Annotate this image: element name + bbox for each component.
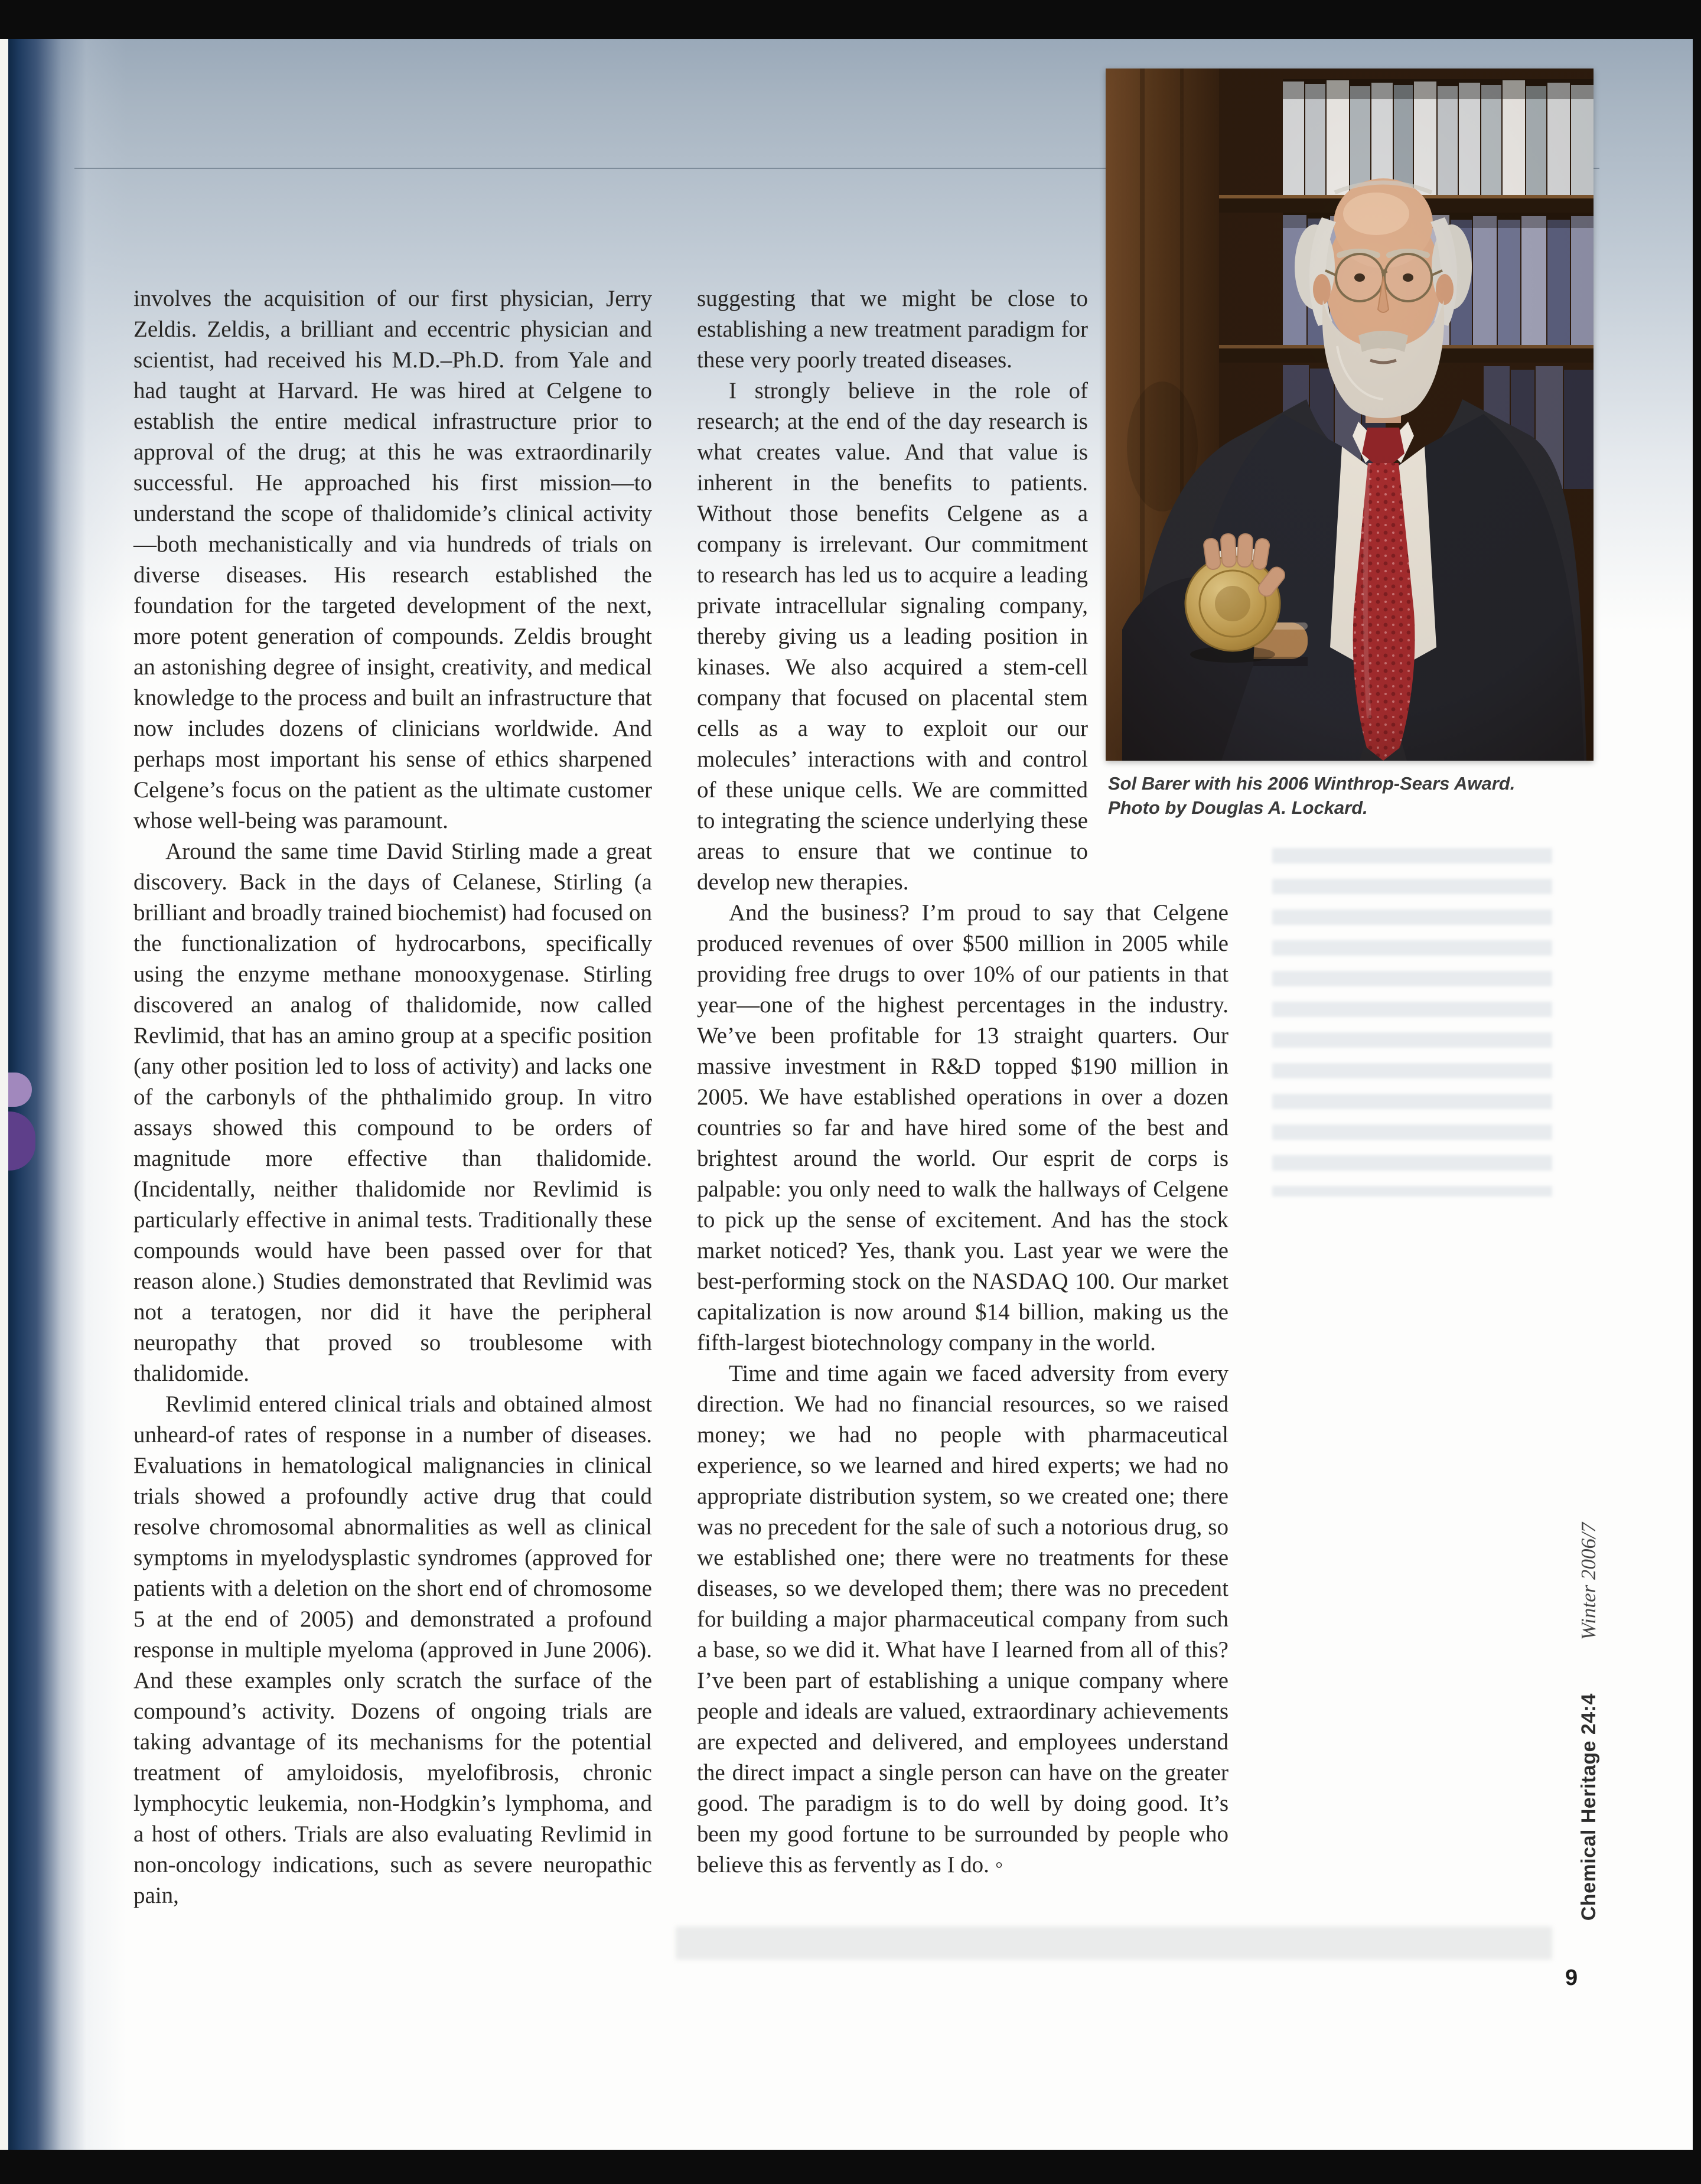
- journal-issue: Winter 2006/7: [1577, 1522, 1600, 1641]
- article-paragraph: And the business? I’m proud to say that Celgene produced revenues of over $500 million in 2005 while providing free drugs to over 10% of our patients in that year—one of the highest percentages in the industry. We’ve been profitable for 13 straight quarters. Our massive investment in R&D topped $190 million in 2005. We have established operations in over a dozen countries so far and have hired some of the best and brightest around the world. Our esprit de corps is palpable: you only need to walk the hallways of Celgene to pick up the sense of excitement. And has the stock market noticed? Yes, thank you. Last year we were the best-performing stock on the NASDAQ 100. Our market capitalization is now around $14 billion, making us the fifth-largest biotechnology company in the world.: [697, 900, 1228, 1355]
- article-paragraph: suggesting that we might be close to establishing a new treatment paradigm for these very poorly treated diseases.: [697, 286, 1088, 373]
- article-paragraph: involves the acquisition of our first physician, Jerry Zeldis. Zeldis, a brilliant and eccentric physician and scientist, had received his M.D.–Ph.D. from Yale and had taught at Harvard. He was hired at Celgene to establish the entire medical infrastructure prior to approval of the drug; at this he was extraordinarily successful. He approached his first mission—to understand the scope of thalidomide’s clinical activity—both mechanistically and via hundreds of trials on diverse diseases. His research established the foundation for the targeted development of the next, more potent generation of compounds. Zeldis brought an astonishing degree of insight, creativity, and medical knowledge to the process and built an infrastructure that now includes dozens of clinicians worldwide. And perhaps most important his sense of ethics sharpened Celgene’s focus on the patient as the ultimate customer whose well-being was paramount.: [133, 286, 652, 833]
- photo-caption: Sol Barer with his 2006 Winthrop-Sears Award. Photo by Douglas A. Lockard.: [1108, 773, 1516, 818]
- journal-title: Chemical Heritage 24:4: [1577, 1693, 1600, 1921]
- article-column-left: [133, 283, 652, 1911]
- article-paragraph: Time and time again we faced adversity from every direction. We had no financial resources, so we raised money; we had no people with pharmaceutical experience, so we learned and hired experts; we had no appropriate distribution system, so we created one; there was no precedent for the sale of such a notorious drug, so we established one; there were no treatments for these diseases, so we developed them; there was no precedent for building a major pharmaceutical company from such a base, so we did it. What have I learned from all of this? I’ve been part of establishing a unique company where people and ideals are valued, extraordinary achievements are expected and delivered, and employees understand the direct impact a single person can have on the greater good. The paradigm is to do well by doing good. It’s been my good fortune to be surrounded by people who believe this as fervently as I do. ◦: [697, 1361, 1228, 1877]
- magazine-page: [8, 39, 1693, 2150]
- journal-sidebar: [1574, 1491, 1604, 1952]
- article-paragraph: Around the same time David Stirling made a great discovery. Back in the days of Celanese, Stirling (a brilliant and broadly trained biochemist) had focused on the functionalization of hydrocarbons, specifically using the enzyme methane monooxygenase. Stirling discovered an analog of thalidomide, now called Revlimid, that has an amino group at a specific position (any other position led to loss of activity) and lacks one of the carbonyls of the phthalimido group. In vitro assays showed this compound to be orders of magnitude more effective than thalidomide. (Incidentally, neither thalidomide nor Revlimid is particularly effective in animal tests. Traditionally these compounds would have been passed over for that reason alone.) Studies demonstrated that Revlimid was not a teratogen, nor did it have the peripheral neuropathy that proved so troublesome with thalidomide.: [133, 839, 652, 1386]
- scan-page-edge: [0, 39, 8, 2150]
- page-bleedthrough-text: [1272, 848, 1552, 1197]
- article-paragraph: Revlimid entered clinical trials and obtained almost unheard-of rates of response in a number of diseases. Evaluations in hematological malignancies in clinical trials showed a profoundly active drug that could resolve chromosomal abnormalities as well as clinical symptoms in myelodysplastic syndromes (approved for patients with a deletion on the short end of chromosome 5 at the end of 2005) and demonstrated a profound response in multiple myeloma (approved in June 2006). And these examples only scratch the surface of the compound’s activity. Dozens of ongoing trials are taking advantage of its mechanisms for the potential treatment of amyloidosis, myelofibrosis, chronic lymphocytic leukemia, non-Hodgkin’s lymphoma, and a host of others. Trials are also evaluating Revlimid in non-oncology indications, such as severe neuropathic pain,: [133, 1391, 652, 1908]
- sol-barer-photo: [1106, 69, 1594, 761]
- scan-artifact-band: [676, 1927, 1552, 1960]
- portrait-illustration: [1106, 69, 1594, 761]
- page-number: 9: [1565, 1965, 1578, 1990]
- article-paragraph: I strongly believe in the role of research; at the end of the day research is what creates value. And that value is inherent in the benefits to patients. Without those benefits Celgene as a company is irrelevant. Our commitment to research has led us to acquire a leading private intracellular signaling company, thereby giving us a leading position in kinases. We also acquired a stem-cell company that focused on placental stem cells as a way to exploit our our molecules’ interactions with and control of these unique cells. We are committed to integrating the science underlying these areas to ensure that we continue to develop new therapies.: [697, 378, 1088, 895]
